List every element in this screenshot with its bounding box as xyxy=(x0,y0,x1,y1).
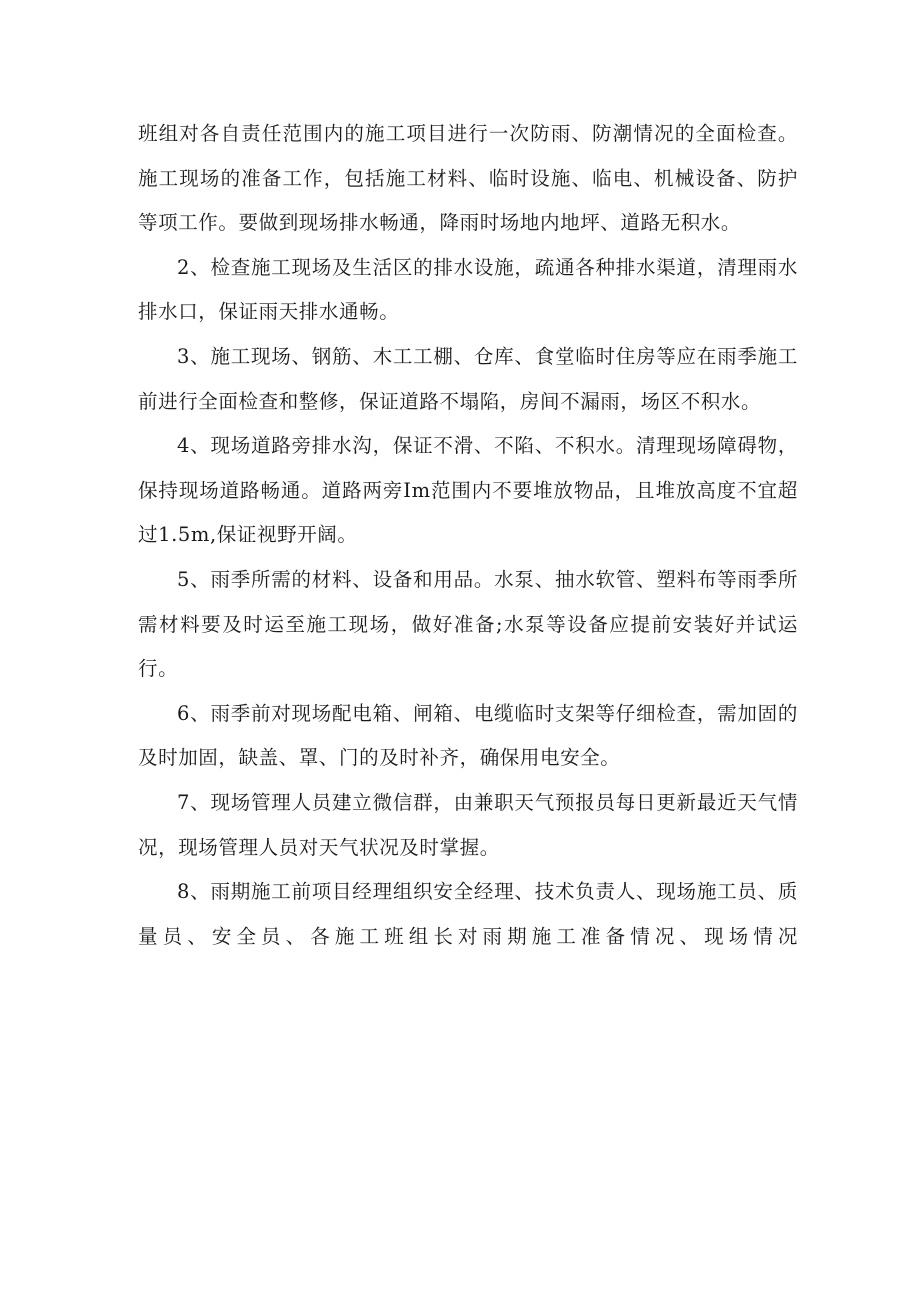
paragraph-item-4: 4、现场道路旁排水沟，保证不滑、不陷、不积水。清理现场障碍物，保持现场道路畅通。道路两旁Im范围内不要堆放物品，且堆放高度不宜超过1.5m,保证视野开阔。 xyxy=(138,434,798,547)
paragraph-item-7: 7、现场管理人员建立微信群，由兼职天气预报员每日更新最近天气情况，现场管理人员对天气状况及时掌握。 xyxy=(138,790,798,859)
paragraph-item-3: 3、施工现场、钢筋、木工工棚、仓库、食堂临时住房等应在雨季施工前进行全面检查和整修，保证道路不塌陷，房间不漏雨，场区不积水。 xyxy=(138,344,798,413)
paragraph-item-5: 5、雨季所需的材料、设备和用品。水泵、抽水软管、塑料布等雨季所需材料要及时运至施工现场，做好准备;水泵等设备应提前安装好并试运行。 xyxy=(138,567,798,681)
document-body xyxy=(138,112,798,959)
paragraph-item-6: 6、雨季前对现场配电箱、闸箱、电缆临时支架等仔细检查，需加固的及时加固，缺盖、罩、门的及时补齐，确保用电安全。 xyxy=(138,701,798,770)
paragraph-item-8: 8、雨期施工前项目经理组织安全经理、技术负责人、现场施工员、质量员、安全员、各施工班组长对雨期施工准备情况、现场情况 xyxy=(138,880,798,948)
paragraph-item-2: 2、检查施工现场及生活区的排水设施，疏通各种排水渠道，清理雨水排水口，保证雨天排水通畅。 xyxy=(138,255,798,324)
paragraph-continuation: 班组对各自责任范围内的施工项目进行一次防雨、防潮情况的全面检查。施工现场的准备工作，包括施工材料、临时设施、临电、机械设备、防护等项工作。要做到现场排水畅通，降雨时场地内地坪、道路无积水。 xyxy=(138,122,798,235)
